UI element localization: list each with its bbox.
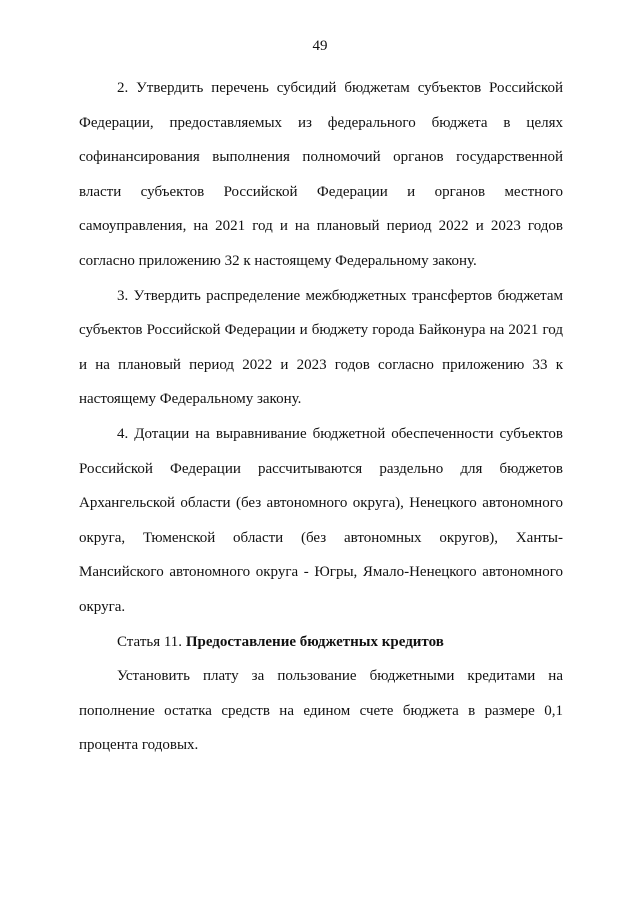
article-11-heading	[79, 625, 563, 660]
page-number: 49	[312, 38, 328, 54]
document-body	[79, 71, 563, 763]
article-11-text: Установить плату за пользование бюджетными кредитами на пополнение остатка средств на едином счете бюджета в размере 0,1 процента годовых.	[79, 668, 563, 754]
paragraph-3-transfers-distribution: 3. Утвердить распределение межбюджетных трансфертов бюджетам субъектов Российской Федерации и бюджету города Байконура на 2021 год и на плановый период 2022 и 2023 годов согласно приложению 33 к настоящему Федеральному закону.	[79, 287, 563, 408]
paragraph-2-subsidies-list: 2. Утвердить перечень субсидий бюджетам субъектов Российской Федерации, предоставляемых из федерального бюджета в целях софинансирования выполнения полномочий органов государственной власти субъектов Российской Федерации и органов местного самоуправления, на 2021 год и на плановый период 2022 и 2023 годов согласно приложению 32 к настоящему Федеральному закону.	[79, 80, 563, 269]
article-11-title: Предоставление бюджетных кредитов	[185, 633, 444, 650]
paragraph-4-equalization-grants: 4. Дотации на выравнивание бюджетной обеспеченности субъектов Российской Федерации рассчитываются раздельно для бюджетов Архангельской области (без автономного округа), Ненецкого автономного округа, Тюменской области (без автономных округов), Ханты-Мансийского автономного округа - Югры, Ямало-Ненецкого автономного округа.	[79, 425, 563, 615]
article-11-prefix: Статья 11.	[117, 633, 183, 650]
